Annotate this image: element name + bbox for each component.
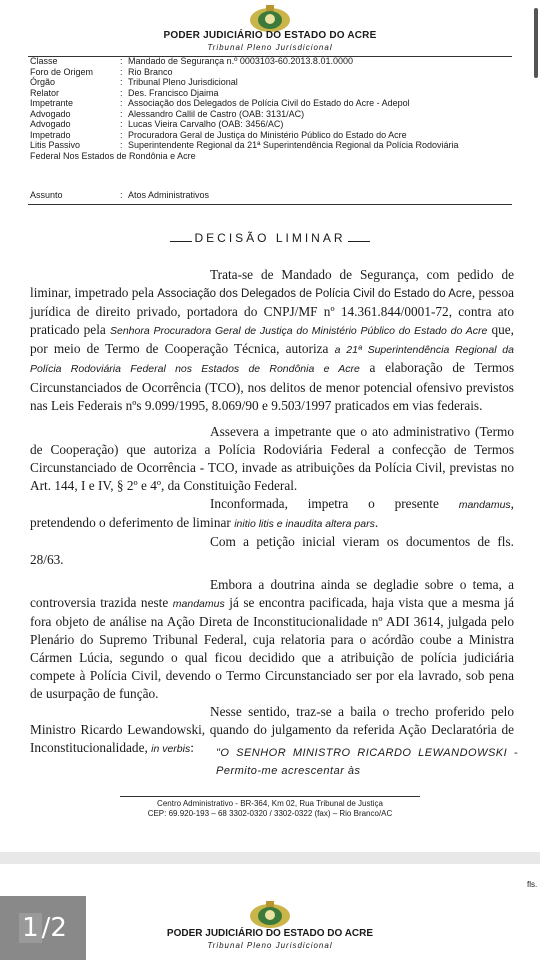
paragraph-5: Embora a doutrina ainda se degladie sobre o tema, a controversia trazida neste mandamus já se encontra pacificada, haja vista que a mesma já fora objeto de análise na Ação Direta de Inconstitucionalidade nº ADI 3614, julgada pelo Plenário do Supremo Tribunal Federal, cuja relatoria para o acórdão coube a Ministra Cármen Lúcia, segundo o qual ficou decidido que a atribuição de polícia judiciária compete à Polícia Civil, devendo o Termo Circunstanciado ser por ela lavrado, sob pena de usurpação de função. bbox=[30, 576, 514, 702]
meta-row-relator: Relator : Des. Francisco Djaima bbox=[30, 87, 219, 98]
tribunal-name: Tribunal Pleno Jurisdicional bbox=[207, 43, 333, 52]
meta-row-assunto: Assunto : Atos Administrativos bbox=[30, 190, 210, 200]
meta-row-advogado-1: Advogado : Alessandro Callil de Castro (OAB: 3131/AC) bbox=[30, 108, 305, 119]
footer-contact: CEP: 69.920-193 – 68 3302-0320 / 3302-0322 (fax) – Rio Branco/AC bbox=[147, 809, 393, 818]
meta-row-impetrante: Impetrante : Associação dos Delegados de Polícia Civil do Estado do Acre - Adepol bbox=[30, 98, 410, 108]
paragraph-2: Assevera a impetrante que o ato administrativo (Termo de Cooperação) que autoriza a Polícia Rodoviária Federal a confecção de Termos Circunstanciado de Ocorrência - TCO, invade as atribuições da Polícia Civil, previstas no Art. 144, I e IV, § 2º e 4º, da Constituição Federal. bbox=[30, 423, 514, 494]
current-page-number: 1 bbox=[19, 913, 42, 943]
decision-title: DECISÃO LIMINAR bbox=[0, 231, 540, 245]
court-name: PODER JUDICIÁRIO DO ESTADO DO ACRE bbox=[163, 30, 377, 41]
footer-address: Centro Administrativo - BR-364, Km 02, Rua Tribunal de Justiça bbox=[157, 799, 383, 808]
paragraph-4: Com a petição inicial vieram os documentos de fls. 28/63. bbox=[30, 534, 514, 568]
meta-divider bbox=[28, 204, 512, 205]
paragraph-3: Inconformada, impetra o presente mandamus, pretendendo o deferimento de liminar initio litis e inaudita altera pars. bbox=[30, 496, 514, 531]
coat-of-arms-icon-page2 bbox=[248, 900, 292, 930]
meta-row-foro: Foro de Origem : Rio Branco bbox=[30, 66, 173, 77]
paragraph-6: Nesse sentido, traz-se a baila o trecho proferido pelo Ministro Ricardo Lewandowski, quando do julgamento da referida Ação Declaratória de Inconstitucionalidade, in verbis: bbox=[30, 704, 514, 756]
page2-tribunal-name: Tribunal Pleno Jurisdicional bbox=[207, 941, 333, 950]
page-indicator[interactable] bbox=[0, 896, 86, 960]
footer-divider bbox=[120, 796, 420, 797]
meta-row-impetrado: Impetrado : Procuradora Geral de Justiça do Ministério Público do Estado do Acre bbox=[30, 129, 407, 140]
scrollbar[interactable] bbox=[534, 8, 538, 78]
case-metadata bbox=[30, 56, 520, 161]
meta-row-orgao: Órgão : Tribunal Pleno Jurisdicional bbox=[30, 77, 238, 87]
meta-row-classe: Classe : Mandado de Segurança n.º 0003103-60.2013.8.01.0000 bbox=[30, 56, 353, 66]
page2-fls-label: fls. bbox=[527, 880, 538, 889]
meta-row-advogado-2: Advogado : Lucas Vieira Carvalho (OAB: 3456/AC) bbox=[30, 119, 284, 129]
paragraph-1: Trata-se de Mandado de Segurança, com pedido de liminar, impetrado pela Associação dos Delegados de Polícia Civil do Estado do Acre, pessoa jurídica de direito privado, portadora do CNPJ/MF nº 14.361.844/0001-72, contra ato praticado pela Senhora Procuradora Geral de Justiça do Ministério Público do Estado do Acre que, por meio de Termo de Cooperação Técnica, autoriza a 21ª Superintendência Regional da Polícia Rodoviária Federal nos Estados de Rondônia e Acre a elaboração de Termos Circunstanciados de Ocorrência (TCO), nos delitos de menor potencial ofensivo previstos nas Leis Federais nºs 9.099/1995, 8.069/90 e 9.503/1997 praticados em vias federais. bbox=[30, 267, 514, 413]
decision-body bbox=[30, 266, 514, 758]
total-pages: /2 bbox=[41, 913, 67, 943]
quoted-excerpt: "O SENHOR MINISTRO RICARDO LEWANDOWSKI - Permito-me acrescentar às bbox=[216, 747, 518, 777]
page-separator bbox=[0, 852, 540, 864]
meta-continuation: Federal Nos Estados de Rondônia e Acre bbox=[30, 150, 196, 161]
meta-row-litis-passivo: Litis Passivo : Superintendente Regional da 21ª Superintendência Regional da Polícia Rodoviária bbox=[30, 140, 459, 150]
page2-court-name: PODER JUDICIÁRIO DO ESTADO DO ACRE bbox=[166, 928, 374, 939]
